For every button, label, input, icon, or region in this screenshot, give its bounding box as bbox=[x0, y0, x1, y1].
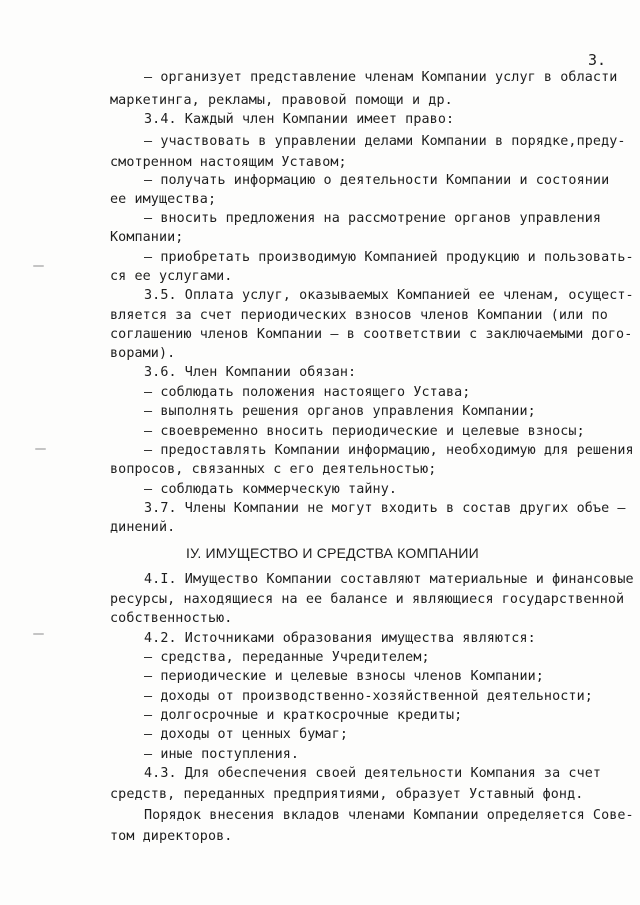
binder-hole-mark bbox=[33, 265, 44, 267]
text-line: ресурсы, находящиеся на ее балансе и являющиеся государственной bbox=[110, 592, 625, 607]
text-line: – вносить предложения на рассмотрение органов управления bbox=[144, 211, 602, 226]
text-line: средств, переданных предприятиями, образует Уставный фонд. bbox=[110, 787, 584, 802]
text-line: вопросов, связанных с его деятельностью; bbox=[110, 462, 437, 477]
text-line: – доходы от производственно-хозяйственной деятельности; bbox=[144, 689, 593, 704]
text-line: – предоставлять Компании информацию, необходимую для решения bbox=[144, 443, 634, 458]
text-line: соглашению членов Компании – в соответствии с заключаемыми дого- bbox=[110, 327, 633, 342]
text-line: вляется за счет периодических взносов членов Компании (или по bbox=[110, 308, 608, 323]
binder-hole-mark bbox=[33, 633, 44, 635]
text-line: – соблюдать положения настоящего Устава; bbox=[144, 385, 471, 400]
text-line: 4.I. Имущество Компании составляют материальные и финансовые bbox=[144, 572, 634, 587]
text-line: – выполнять решения органов управления Компании; bbox=[144, 404, 536, 419]
text-line: – организует представление членам Компании услуг в области bbox=[144, 70, 618, 85]
section-heading: IУ. ИМУЩЕСТВО И СРЕДСТВА КОМПАНИИ bbox=[186, 545, 479, 561]
text-line: 3.7. Члены Компании не могут входить в состав других объе – bbox=[144, 501, 626, 516]
text-line: динений. bbox=[110, 520, 176, 535]
text-line: 4.3. Для обеспечения своей деятельности Компания за счет bbox=[144, 766, 602, 781]
text-line: Порядок внесения вкладов членами Компании определяется Сове- bbox=[144, 808, 634, 823]
text-line: том директоров. bbox=[110, 829, 233, 844]
text-line: – средства, переданные Учредителем; bbox=[144, 650, 430, 665]
text-line: 3.4. Каждый член Компании имеет право: bbox=[144, 112, 455, 127]
binder-hole-mark bbox=[35, 448, 46, 450]
text-line: – получать информацию о деятельности Компании и состоянии bbox=[144, 173, 610, 188]
text-line: – доходы от ценных бумаг; bbox=[144, 727, 349, 742]
text-line: – периодические и целевые взносы членов Компании; bbox=[144, 669, 544, 684]
text-line: 3.6. Член Компании обязан: bbox=[144, 365, 357, 380]
text-line: смотренном настоящим Уставом; bbox=[110, 155, 347, 170]
text-line: – соблюдать коммерческую тайну. bbox=[144, 482, 398, 497]
text-line: – своевременно вносить периодические и целевые взносы; bbox=[144, 424, 585, 439]
text-line: Компании; bbox=[110, 230, 184, 245]
page-number: 3. bbox=[588, 51, 607, 69]
text-line: – участвовать в управлении делами Компании в порядке,преду- bbox=[144, 134, 626, 149]
text-line: ее имущества; bbox=[110, 192, 217, 207]
text-line: – иные поступления. bbox=[144, 747, 300, 762]
text-line: 4.2. Источниками образования имущества являются: bbox=[144, 631, 536, 646]
text-line: маркетинга, рекламы, правовой помощи и др. bbox=[110, 93, 453, 108]
text-line: 3.5. Оплата услуг, оказываемых Компанией ее членам, осущест- bbox=[144, 288, 634, 303]
text-line: собственностью. bbox=[110, 611, 233, 626]
text-line: ворами). bbox=[110, 346, 176, 361]
text-line: – долгосрочные и краткосрочные кредиты; bbox=[144, 708, 463, 723]
text-line: ся ее услугами. bbox=[110, 269, 233, 284]
text-line: – приобретать производимую Компанией продукцию и пользовать- bbox=[144, 250, 634, 265]
